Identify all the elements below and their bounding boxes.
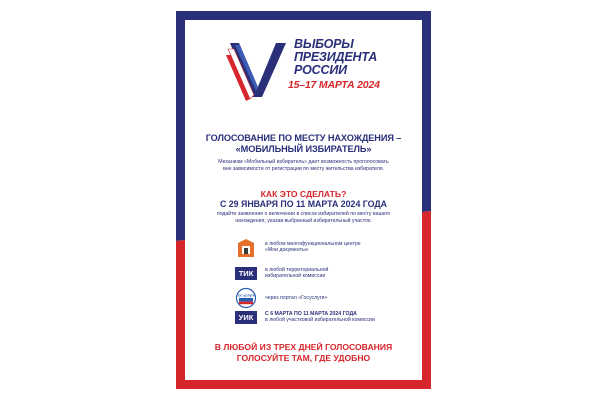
poster-footer	[176, 342, 431, 363]
gosuslugi-icon	[235, 287, 257, 309]
logo-title	[294, 38, 404, 77]
option-uik-line-2: в любой участковой избирательной комиссии	[265, 317, 375, 324]
logo-line-1: ВЫБОРЫ	[294, 37, 354, 51]
how-question: КАК ЭТО СДЕЛАТЬ?	[260, 189, 347, 199]
option-tik-line-1: в любой территориальной	[265, 267, 329, 273]
poster-title	[176, 133, 431, 155]
footer-line-2: ГОЛОСУЙТЕ ТАМ, ГДЕ УДОБНО	[236, 352, 371, 363]
gosuslugi-label: гос услуги	[236, 293, 256, 298]
option-gosuslugi-line-1: через портал «Госуслуги»	[265, 295, 328, 301]
election-logo	[226, 37, 416, 107]
uik-badge: УИК	[235, 311, 257, 324]
mfc-icon	[235, 237, 257, 259]
option-tik-line-2: избирательной комиссии	[265, 273, 326, 280]
application-instruction	[176, 211, 431, 224]
option-mfc-line-2: «Мои документы»	[265, 247, 309, 254]
instruction-line-2: нахождения, указав выбранный избирательный участок:	[235, 217, 372, 224]
election-poster	[176, 11, 431, 389]
poster-description	[176, 159, 431, 172]
logo-dates: 15–17 МАРТА 2024	[288, 79, 380, 91]
option-uik-line-1: С 6 МАРТА ПО 11 МАРТА 2024 ГОДА	[265, 311, 357, 317]
instruction-line-1: подайте заявление о включении в список избирателей по месту вашего	[216, 211, 391, 217]
footer-line-1: В ЛЮБОЙ ИЗ ТРЕХ ДНЕЙ ГОЛОСОВАНИЯ	[214, 342, 393, 352]
description-line-1: Механизм «Мобильный избиратель» дает возможность проголосовать	[218, 159, 389, 165]
title-line-2: «МОБИЛЬНЫЙ ИЗБИРАТЕЛЬ»	[235, 144, 372, 154]
logo-line-2: ПРЕЗИДЕНТА	[294, 50, 378, 64]
application-period: С 29 ЯНВАРЯ ПО 11 МАРТА 2024 ГОДА	[219, 199, 387, 209]
option-mfc-line-1: в любом многофункциональном центре	[265, 241, 361, 247]
tricolor-check-icon	[226, 37, 290, 103]
logo-line-3: РОССИИ	[294, 63, 347, 77]
title-line-1: ГОЛОСОВАНИЕ ПО МЕСТУ НАХОЖДЕНИЯ –	[205, 133, 402, 143]
tik-badge: ТИК	[235, 267, 257, 280]
description-line-2: вне зависимости от регистрации по месту жительства избирателя.	[222, 165, 385, 172]
